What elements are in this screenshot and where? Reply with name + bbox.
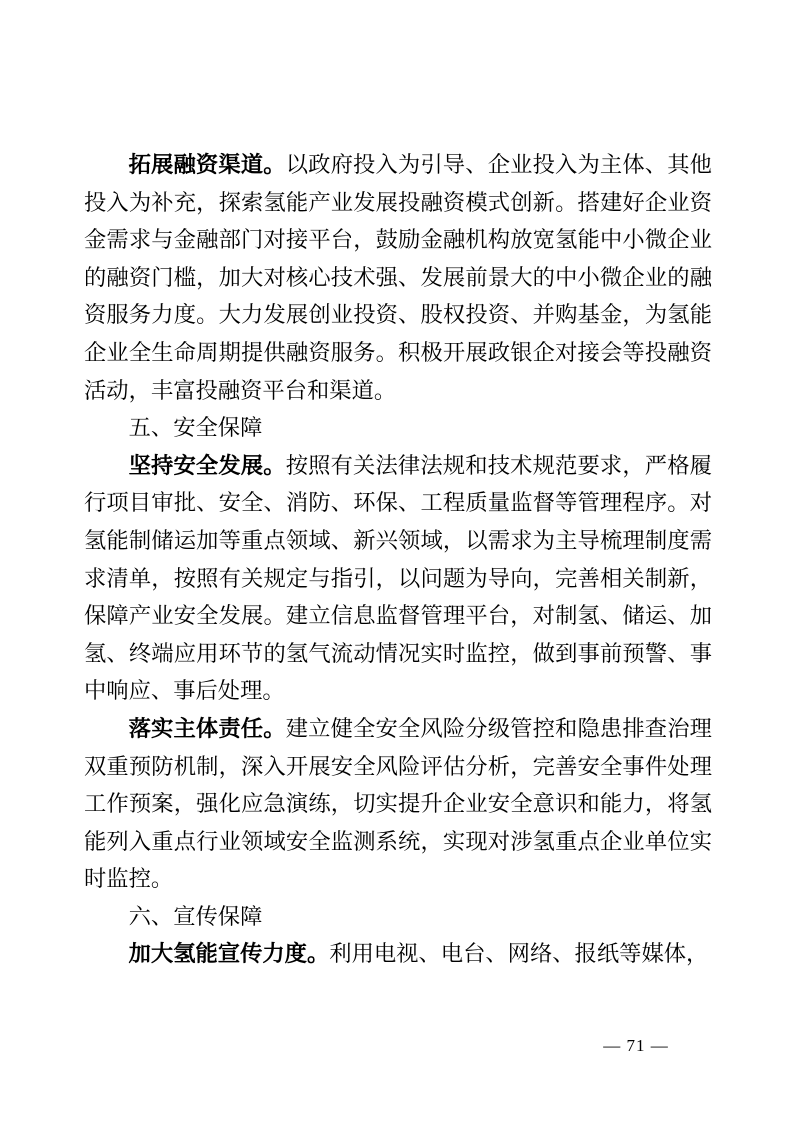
paragraph-lead: 拓展融资渠道。 <box>128 152 286 177</box>
document-body <box>84 146 712 973</box>
paragraph-lead: 落实主体责任。 <box>128 715 286 741</box>
paragraph <box>84 935 712 973</box>
page-number: — 71 — <box>603 1036 669 1055</box>
section-heading-text: 六、宣传保障 <box>128 903 263 929</box>
section-heading <box>84 898 712 936</box>
paragraph <box>84 447 712 710</box>
paragraph-lead: 加大氢能宣传力度。 <box>128 941 330 967</box>
section-heading-text: 五、安全保障 <box>128 415 263 441</box>
paragraph-text: 按照有关法律法规和技术规范要求，严格履行项目审批、安全、消防、环保、工程质量监督等管理程序。对氢能制储运加等重点领域、新兴领域，以需求为主导梳理制度需求清单，按照有关规定与指引，以问题为导向，完善相关制新，保障产业安全发展。建立信息监督管理平台，对制氢、储运、加氢、终端应用环节的氢气流动情况实时监控，做到事前预警、事中响应、事后处理。 <box>84 452 712 704</box>
paragraph-text: 以政府投入为引导、企业投入为主体、其他投入为补充，探索氢能产业发展投融资模式创新。搭建好企业资金需求与金融部门对接平台，鼓励金融机构放宽氢能中小微企业的融资门槛，加大对核心技术强、发展前景大的中小微企业的融资服务力度。大力发展创业投资、股权投资、并购基金，为氢能企业全生命周期提供融资服务。积极开展政银企对接会等投融资活动，丰富投融资平台和渠道。 <box>84 152 712 403</box>
paragraph <box>84 146 712 409</box>
paragraph-text: 利用电视、电台、网络、报纸等媒体， <box>329 941 709 967</box>
paragraph-text: 建立健全安全风险分级管控和隐患排查治理双重预防机制，深入开展安全风险评估分析，完善安全事件处理工作预案，强化应急演练，切实提升企业安全意识和能力，将氢能列入重点行业领域安全监测系统，实现对涉氢重点企业单位实时监控。 <box>84 715 712 892</box>
section-heading <box>84 409 712 447</box>
paragraph <box>84 710 712 898</box>
paragraph-lead: 坚持安全发展。 <box>128 452 286 478</box>
